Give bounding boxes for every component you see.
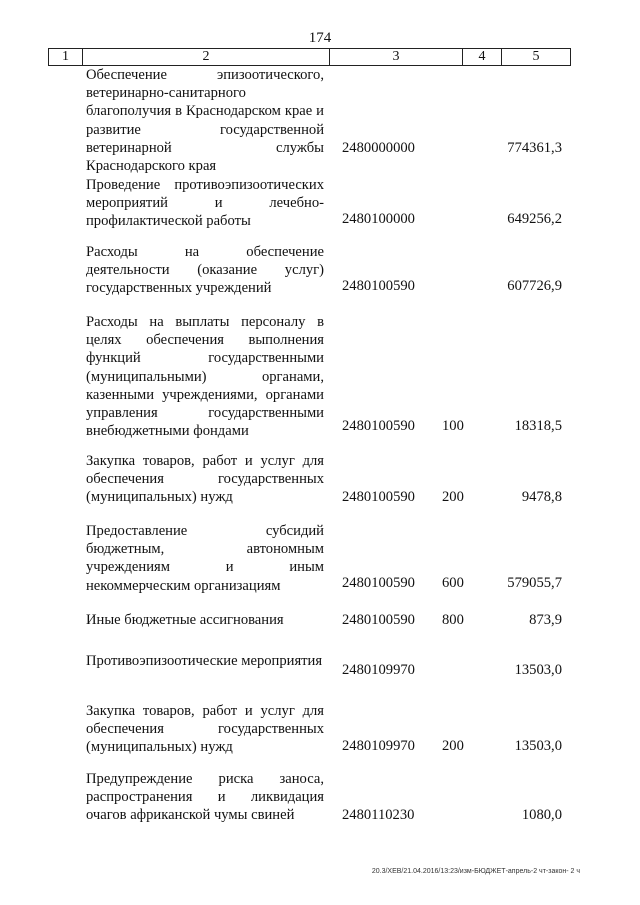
row-amount: 13503,0 [514, 738, 562, 754]
row-type: 200 [442, 489, 464, 505]
row-description: Закупка товаров, работ и услуг для обеспечения государственных (муниципальных) нужд [86, 453, 324, 506]
header-col-5: 5 [532, 49, 540, 64]
row-amount: 9478,8 [521, 489, 562, 505]
row-type: 800 [442, 612, 464, 628]
row-description: Проведение противоэпизоотических мероприятий и лечебно-профилактической работы [86, 177, 324, 230]
row-description: Расходы на обеспечение деятельности (оказание услуг) государственных учреждений [86, 244, 324, 297]
row-description: Противоэпизоотические мероприятия [86, 653, 323, 669]
header-col-1: 1 [49, 49, 83, 65]
row-code: 2480100590 [342, 489, 415, 505]
row-code: 2480000000 [342, 140, 415, 156]
row-amount: 873,9 [529, 612, 562, 628]
row-code: 2480100590 [342, 418, 415, 434]
page-number: 174 [308, 30, 332, 46]
row-code: 2480100590 [342, 612, 415, 628]
row-description: Предоставление субсидий бюджетным, автономным учреждениям и иным некоммерческим организациям [86, 523, 324, 594]
row-amount: 774361,3 [507, 140, 562, 156]
footer-file-stamp: 20.3/XEB/21.04.2016/13:23/изм-БЮДЖЕТ-апрель-2 чт-закон- 2 ч [371, 868, 580, 875]
row-code: 2480109970 [342, 662, 415, 678]
row-type: 200 [442, 738, 464, 754]
row-amount: 1080,0 [521, 807, 562, 823]
row-description: Расходы на выплаты персоналу в целях обеспечения выполнения функций государственными (муниципальными) органами, казенными учреждениями, органами управления государственными внебюджетными фондами [86, 314, 324, 440]
row-description: Предупреждение риска заноса, распространения и ликвидация очагов африканской чумы свиней [86, 771, 324, 824]
row-description: Закупка товаров, работ и услуг для обеспечения государственных (муниципальных) нужд [86, 703, 324, 756]
row-description: Обеспечение эпизоотического, ветеринарно-санитарного благополучия в Краснодарском крае и развитие государственной ветеринарной службы Краснодарского края [86, 67, 324, 175]
header-col-3: 3 [330, 49, 463, 65]
row-code: 2480109970 [342, 738, 415, 754]
row-code: 2480100000 [342, 211, 415, 227]
header-col-2: 2 [83, 49, 330, 65]
row-type: 600 [442, 575, 464, 591]
row-amount: 18318,5 [514, 418, 562, 434]
row-amount: 13503,0 [514, 662, 562, 678]
row-code: 2480100590 [342, 278, 415, 294]
row-code: 2480100590 [342, 575, 415, 591]
row-amount: 579055,7 [507, 575, 562, 591]
table-header [48, 48, 571, 66]
row-type: 100 [442, 418, 464, 434]
row-code: 2480110230 [342, 807, 415, 823]
row-amount: 607726,9 [507, 278, 562, 294]
row-description: Иные бюджетные ассигнования [86, 612, 284, 628]
header-col-4: 4 [463, 49, 502, 65]
row-amount: 649256,2 [507, 211, 562, 227]
